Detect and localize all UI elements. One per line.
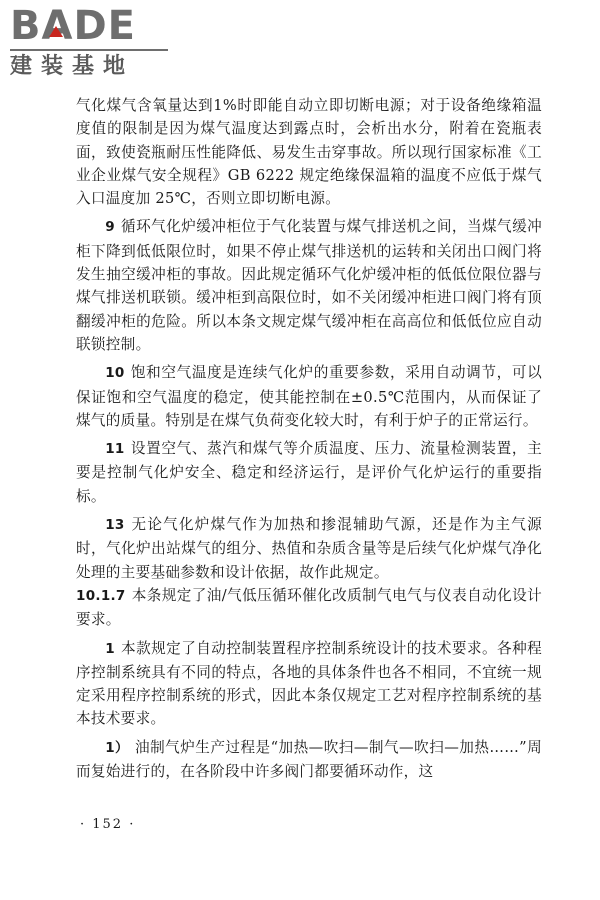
logo-subtitle: 建装基地 <box>10 54 135 79</box>
paragraph-text: 本条规定了油/气低压循环催化改质制气电气与仪表自动化设计要求。 <box>76 586 542 629</box>
bade-logo <box>10 4 170 81</box>
logo-letter-a-text: A <box>41 3 74 49</box>
paragraph-text: 本款规定了自动控制装置程序控制系统设计的技术要求。各种程序控制系统具有不同的特点，各地的具体条件也各不相同，不宜统一规定采用程序控制系统的形式，因此本条仅规定工艺对程序控制系统的基本技术要求。 <box>76 639 542 728</box>
paragraph-item-1 <box>76 637 542 731</box>
logo-letter-a <box>42 4 74 48</box>
clause-number: 10.1.7 <box>76 587 126 604</box>
paragraph-text: 饱和空气温度是连续气化炉的重要参数，采用自动调节，可以保证饱和空气温度的稳定，使其能控制在±0.5℃范围内，从而保证了煤气的质量。特别是在煤气负荷变化较大时，有利于炉子的正常运行。 <box>76 364 542 429</box>
paragraph-text: 无论气化炉煤气作为加热和掺混辅助气源，还是作为主气源时，气化炉出站煤气的组分、热值和杂质含量等是后续气化炉煤气净化处理的主要基础参数和设计依据，故作此规定。 <box>76 516 542 581</box>
page-number: · 152 · <box>80 817 136 832</box>
clause-10-1-7 <box>76 584 542 632</box>
paragraph-text: 气化煤气含氧量达到1%时即能自动立即切断电源；对于设备绝缘箱温度值的限制是因为煤气温度达到露点时，会析出水分，附着在瓷瓶表面，致使瓷瓶耐压性能降低、易发生击穿事故。所以现行国家标准《工业企业煤气安全规程》GB 6222 规定绝缘保温箱的温度不应低于煤气入口温度加 25℃，否则立即切断电源。 <box>76 97 542 208</box>
paragraph-text: 循环气化炉缓冲柜位于气化装置与煤气排送机之间，当煤气缓冲柜下降到低低限位时，如果不停止煤气排送机的运转和关闭出口阀门将发生抽空缓冲柜的事故。因此规定循环气化炉缓冲柜的低低位限位器与煤气排送机联锁。缓冲柜到高限位时，如不关闭缓冲柜进口阀门将有顶翻缓冲柜的危险。所以本条文规定煤气缓冲柜在高高位和低低位应自动联锁控制。 <box>76 218 542 353</box>
logo-letters-de: DE <box>73 3 136 49</box>
paragraph-item-13 <box>76 513 542 584</box>
paragraph-text: 油制气炉生产过程是“加热—吹扫—制气—吹扫—加热……”周而复始进行的，在各阶段中许多阀门都要循环动作，这 <box>76 738 543 781</box>
paragraph-text: 设置空气、蒸汽和煤气等介质温度、压力、流量检测装置，主要是控制气化炉安全、稳定和经济运行，是评价气化炉运行的重要指标。 <box>76 440 542 505</box>
document-body <box>76 94 542 783</box>
item-number: 10 <box>105 365 125 382</box>
item-number: 1） <box>105 739 130 756</box>
item-number: 13 <box>105 517 125 534</box>
paragraph-item-11 <box>76 437 542 508</box>
item-number: 11 <box>105 441 125 458</box>
logo-letter-b: B <box>10 3 42 49</box>
paragraph-item-9 <box>76 215 542 356</box>
paragraph-continued <box>76 94 542 210</box>
paragraph-subitem-1 <box>76 736 542 784</box>
logo-wordmark <box>10 4 170 48</box>
item-number: 1 <box>105 640 115 657</box>
paragraph-item-10 <box>76 361 542 432</box>
item-number: 9 <box>105 219 115 236</box>
logo-divider <box>10 49 168 51</box>
logo-red-triangle-icon <box>49 26 63 37</box>
